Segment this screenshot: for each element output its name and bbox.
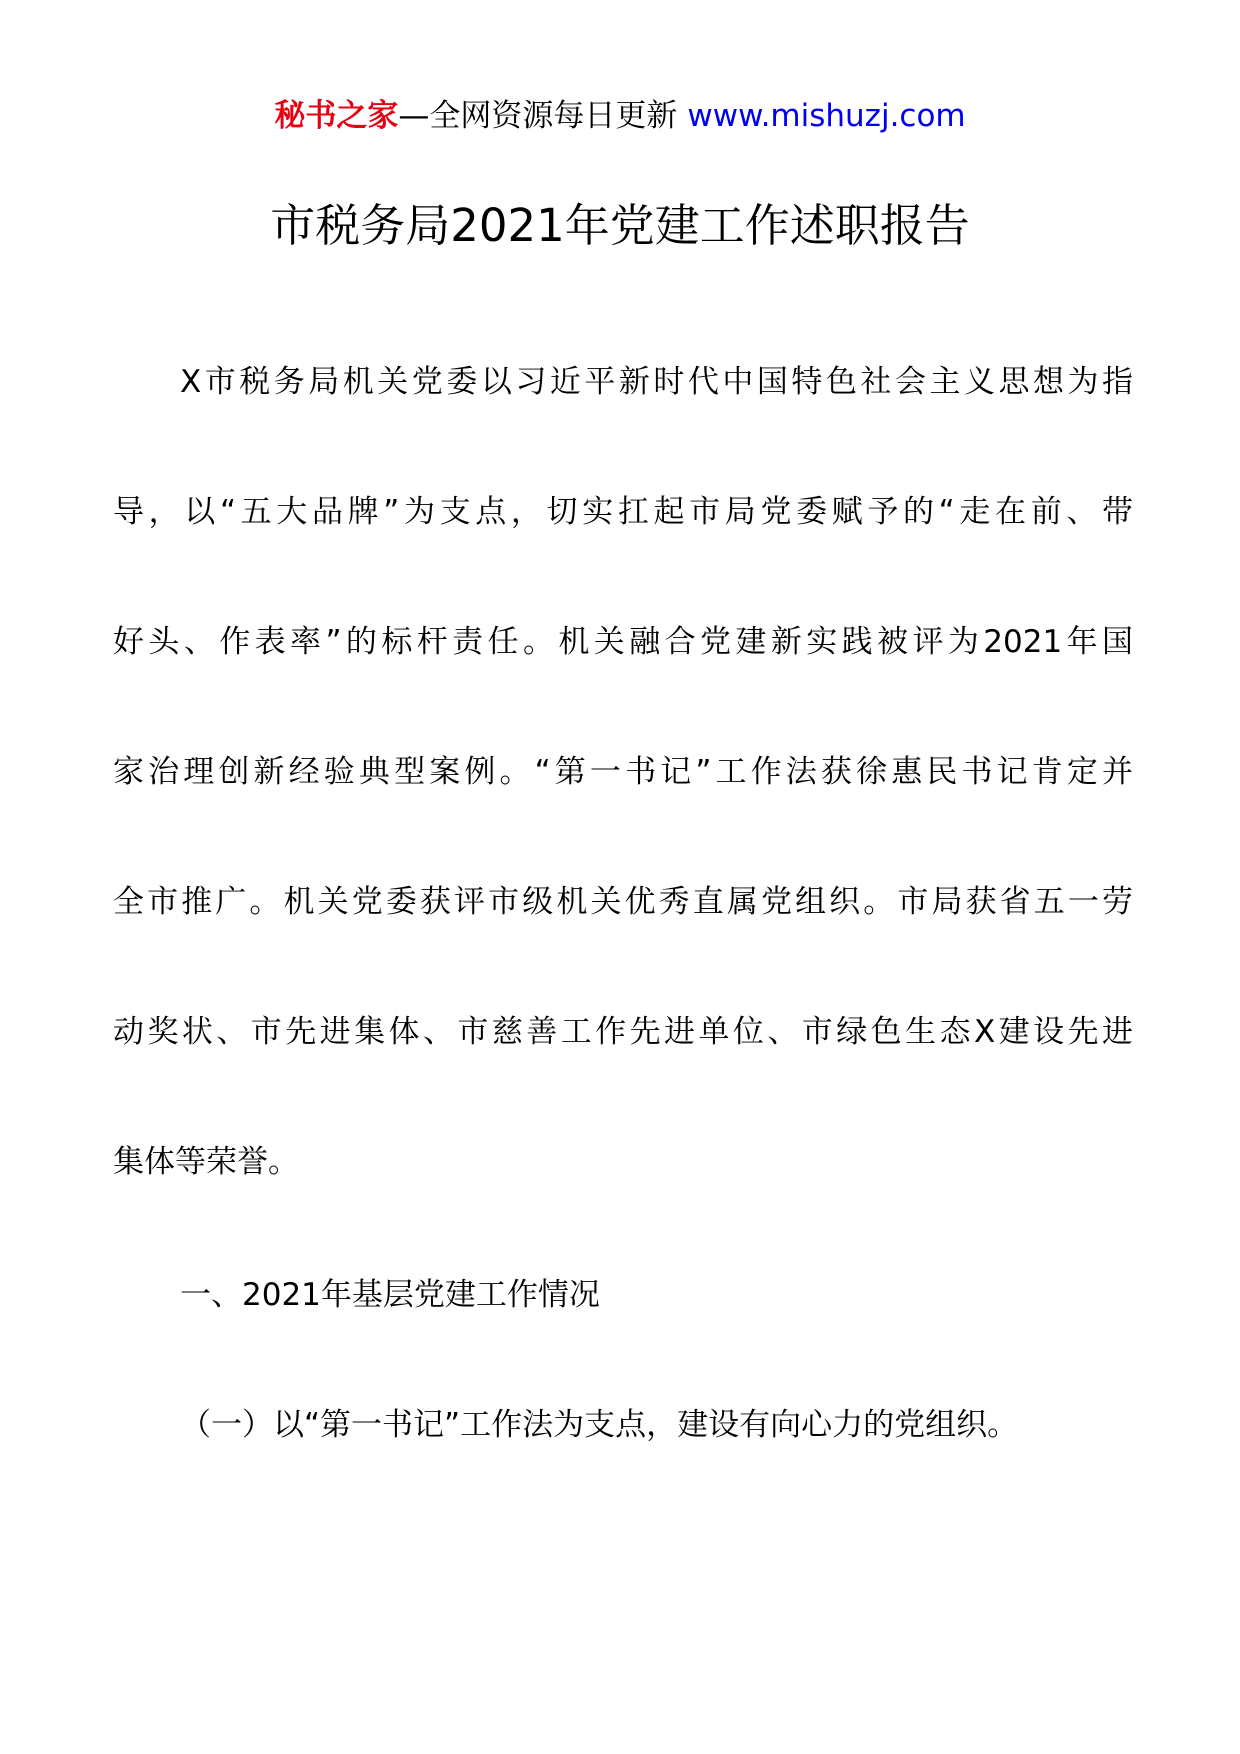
site-slogan: —全网资源每日更新 — [398, 98, 678, 134]
site-header — [0, 96, 1240, 136]
subsection-heading: （一）以“第一书记”工作法为支点，建设有向心力的党组织。 — [180, 1407, 1019, 1443]
paragraph-line: X市税务局机关党委以习近平新时代中国特色社会主义思想为指 — [180, 364, 1133, 400]
paragraph-line: 集体等荣誉。 — [113, 1144, 299, 1180]
paragraph-line: 全市推广。机关党委获评市级机关优秀直属党组织。市局获省五一劳 — [113, 884, 1133, 920]
paragraph-line: 好头、作表率”的标杆责任。机关融合党建新实践被评为2021年国 — [113, 624, 1133, 660]
paragraph-line: 动奖状、市先进集体、市慈善工作先进单位、市绿色生态X建设先进 — [113, 1014, 1133, 1050]
section-heading: 一、2021年基层党建工作情况 — [180, 1277, 600, 1313]
document-title: 市税务局2021年党建工作述职报告 — [270, 199, 970, 252]
paragraph-line: 导，以“五大品牌”为支点，切实扛起市局党委赋予的“走在前、带 — [113, 494, 1133, 530]
paragraph-line: 家治理创新经验典型案例。“第一书记”工作法获徐惠民书记肯定并 — [113, 754, 1133, 790]
site-url-link[interactable]: www.mishuzj.com — [687, 98, 966, 134]
brand-name: 秘书之家 — [274, 98, 399, 134]
